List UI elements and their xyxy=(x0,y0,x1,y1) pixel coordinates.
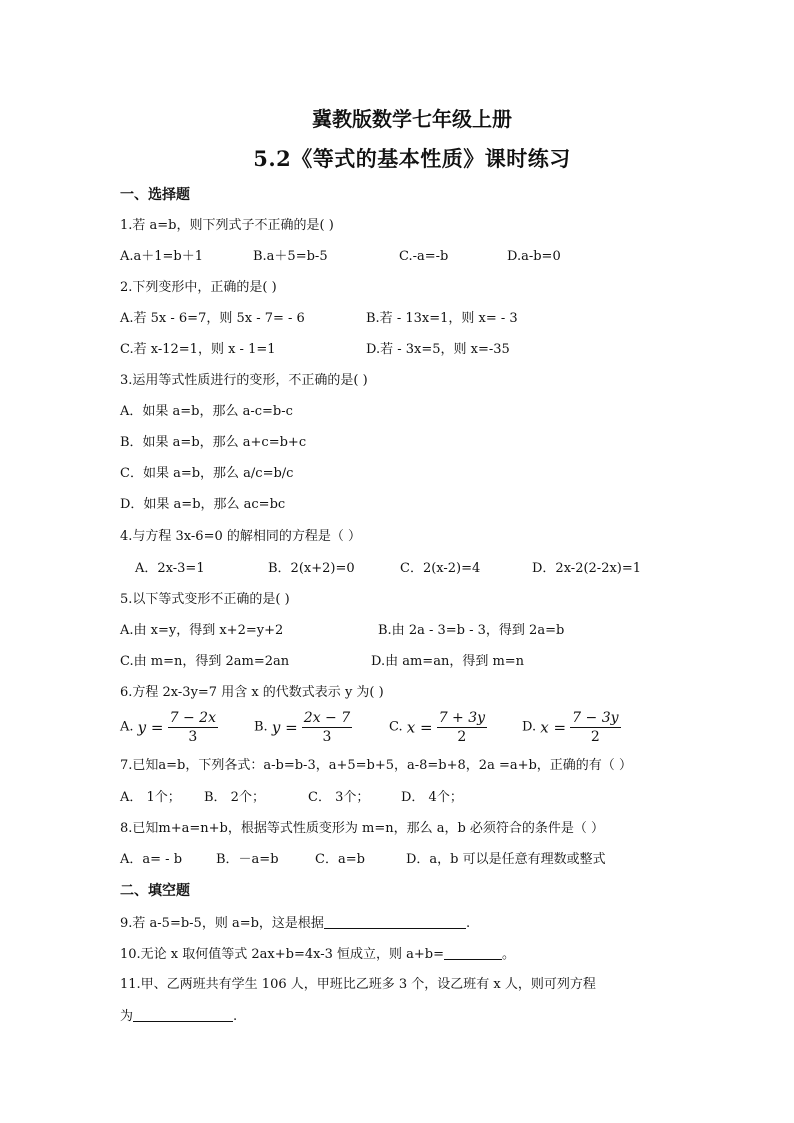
page-title: 冀教版数学七年级上册 xyxy=(312,107,512,131)
numerator: 7 + 3y xyxy=(438,710,486,726)
question-3-option-a: A．如果 a=b，那么 a-c=b-c xyxy=(120,404,293,419)
question-1-option-c: C.-a=-b xyxy=(399,249,449,264)
denominator: 3 xyxy=(322,729,332,745)
question-3-option-d: D．如果 a=b，那么 ac=bc xyxy=(120,497,286,512)
question-2-option-a: A.若 5x - 6=7，则 5x - 7= - 6 xyxy=(120,311,305,326)
question-11-end: . xyxy=(233,1009,238,1024)
equation-lhs: x = xyxy=(406,718,433,737)
answer-blank[interactable] xyxy=(444,945,502,960)
question-8-option-c: C．a=b xyxy=(315,852,365,867)
question-11-prefix: 为 xyxy=(120,1009,134,1024)
question-10-end: 。 xyxy=(502,947,516,962)
fraction xyxy=(302,709,352,746)
question-1-stem: 1.若 a=b，则下列式子不正确的是( ) xyxy=(120,218,334,233)
question-3-stem: 3.运用等式性质进行的变形，不正确的是( ) xyxy=(120,373,368,388)
question-10 xyxy=(120,945,515,964)
question-8-option-d: D．a，b 可以是任意有理数或整式 xyxy=(406,852,606,867)
option-label: A. xyxy=(120,719,134,735)
question-5-stem: 5.以下等式变形不正确的是( ) xyxy=(120,592,290,607)
section-heading-fill: 二、填空题 xyxy=(120,883,190,899)
equation-lhs: x = xyxy=(540,718,567,737)
question-4-option-d: D．2x-2(2-2x)=1 xyxy=(532,561,642,576)
question-7-stem: 7.已知a=b，下列各式：a-b=b-3，a+5=b+5，a-8=b+8，2a =a+b，正确的有（ ） xyxy=(120,758,632,773)
question-6-option-c xyxy=(389,709,487,746)
denominator: 3 xyxy=(188,729,198,745)
question-8-stem: 8.已知m+a=n+b，根据等式性质变形为 m=n，那么 a，b 必须符合的条件是（ ） xyxy=(120,821,605,836)
question-7-option-c: C． 3个； xyxy=(308,790,370,805)
question-4-option-a: A．2x-3=1 xyxy=(135,561,205,576)
numerator: 2x − 7 xyxy=(303,710,351,726)
question-3-option-b: B．如果 a=b，那么 a+c=b+c xyxy=(120,435,307,450)
fraction xyxy=(437,709,487,746)
denominator: 2 xyxy=(457,729,467,745)
numerator: 7 − 2x xyxy=(169,710,216,726)
question-1-option-a: A.a＋1=b＋1 xyxy=(120,249,204,264)
question-2-option-d: D.若 - 3x=5，则 x=-35 xyxy=(366,342,510,357)
question-6-stem: 6.方程 2x-3y=7 用含 x 的代数式表示 y 为( ) xyxy=(120,685,384,700)
equation-lhs: y = xyxy=(271,718,298,737)
question-9 xyxy=(120,914,470,933)
question-4-option-b: B．2(x+2)=0 xyxy=(268,561,355,576)
numerator: 7 − 3y xyxy=(572,710,619,726)
question-9-text: 9.若 a-5=b-5，则 a=b，这是根据 xyxy=(120,916,324,931)
section-heading-choice: 一、选择题 xyxy=(120,187,190,203)
option-label: B. xyxy=(254,719,268,735)
question-7-option-a: A． 1个； xyxy=(120,790,181,805)
question-6-option-a xyxy=(120,709,218,746)
question-5-option-a: A.由 x=y，得到 x+2=y+2 xyxy=(120,623,284,638)
question-4-stem: 4.与方程 3x-6=0 的解相同的方程是（ ） xyxy=(120,529,362,544)
question-10-text: 10.无论 x 取何值等式 2ax+b=4x-3 恒成立，则 a+b= xyxy=(120,947,445,962)
page-subtitle: 5.2《等式的基本性质》课时练习 xyxy=(253,146,571,171)
option-label: D. xyxy=(522,719,537,735)
question-2-option-b: B.若 - 13x=1，则 x= - 3 xyxy=(366,311,518,326)
denominator: 2 xyxy=(590,729,600,745)
question-5-option-b: B.由 2a - 3=b - 3，得到 2a=b xyxy=(378,623,565,638)
question-3-option-c: C．如果 a=b，那么 a/c=b/c xyxy=(120,466,294,481)
fraction xyxy=(168,709,218,746)
question-11-line-1: 11.甲、乙两班共有学生 106 人，甲班比乙班多 3 个，设乙班有 x 人，则可列方程 xyxy=(120,977,596,992)
question-11-line-2 xyxy=(120,1007,237,1026)
answer-blank[interactable] xyxy=(133,1007,233,1022)
question-5-option-d: D.由 am=an，得到 m=n xyxy=(371,654,525,669)
answer-blank[interactable] xyxy=(324,914,466,929)
question-4-option-c: C．2(x-2)=4 xyxy=(400,561,481,576)
question-5-option-c: C.由 m=n，得到 2am=2an xyxy=(120,654,290,669)
equation-lhs: y = xyxy=(137,718,164,737)
question-1-option-d: D.a-b=0 xyxy=(507,249,561,264)
question-7-option-d: D． 4个； xyxy=(401,790,463,805)
question-8-option-b: B．－a=b xyxy=(216,852,279,867)
fraction xyxy=(570,709,620,746)
question-9-end: . xyxy=(465,916,471,931)
question-1-option-b: B.a＋5=b-5 xyxy=(253,249,328,264)
question-7-option-b: B． 2个； xyxy=(204,790,265,805)
question-6-option-d xyxy=(522,709,621,746)
option-label: C. xyxy=(389,719,403,735)
question-2-option-c: C.若 x-12=1，则 x - 1=1 xyxy=(120,342,276,357)
question-6-option-b xyxy=(254,709,352,746)
question-8-option-a: A．a= - b xyxy=(120,852,183,867)
question-2-stem: 2.下列变形中，正确的是( ) xyxy=(120,280,277,295)
